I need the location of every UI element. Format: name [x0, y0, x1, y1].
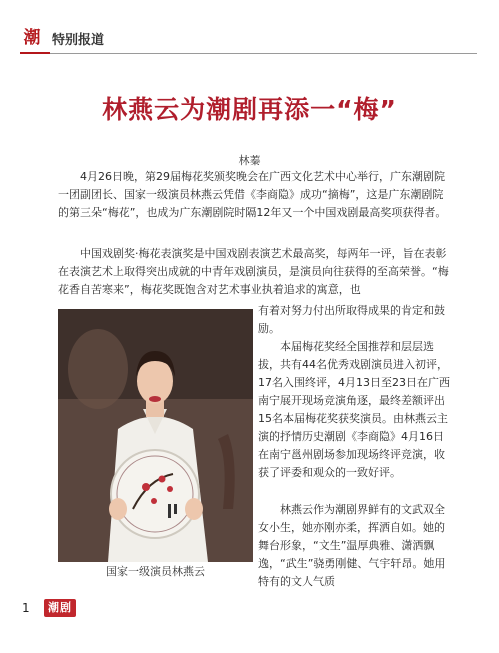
portrait-illustration: [58, 309, 253, 562]
article-title: 林燕云为潮剧再添一“梅”: [102, 95, 397, 124]
footer-logo: 潮剧: [44, 599, 76, 617]
section-title: 特别报道: [52, 33, 105, 48]
magazine-logo-icon: 潮: [23, 28, 41, 48]
page-number: 1: [22, 601, 30, 615]
column-continuation: 有着对努力付出所取得成果的肯定和鼓励。: [258, 304, 445, 335]
portrait-photo: [58, 309, 253, 562]
photo-caption: 国家一级演员林燕云: [106, 565, 205, 578]
article-paragraph-1: 4月26日晚，第29届梅花奖颁奖晚会在广西文化艺术中心举行，广东潮剧院一团副团长、国家一级演员林燕云凭借《李商隐》成功“摘梅”，这是广东潮剧院的第三朵“梅花”，也成为广东潮剧院时隔12年又一个中国戏剧最高奖项获得者。: [58, 170, 447, 219]
header-divider: [20, 53, 477, 54]
header-divider-accent: [20, 52, 50, 54]
article-paragraph-2: 中国戏剧奖·梅花表演奖是中国戏剧表演艺术最高奖，每两年一评，旨在表彰在表演艺术上取得突出成就的中青年戏剧演员，是演员向往获得的至高荣誉。“梅花香自苦寒来”，梅花奖既饱含对艺术事业执着追求的寓意，也: [58, 247, 449, 296]
article-paragraph-4: 林燕云作为潮剧界鲜有的文武双全女小生，她亦刚亦柔，挥洒自如。她的舞台形象，“文生”温厚典雅、潇洒飘逸，“武生”骁勇刚健、气宇轩昂。她用特有的文人气质: [258, 503, 446, 588]
article-paragraph-3: 本届梅花奖经全国推荐和层层选拔，共有44名优秀戏剧演员进入初评，17名入围终评，4月13日至23日在广西南宁展开现场竞演角逐，最终差额评出15名本届梅花奖获奖演员。由林燕云主演的抒情历史潮剧《李商隐》4月16日在南宁邕州剧场参加现场终评竞演，收获了评委和观众的一致好评。: [258, 340, 450, 479]
author-byline: 林蓁: [238, 154, 261, 167]
